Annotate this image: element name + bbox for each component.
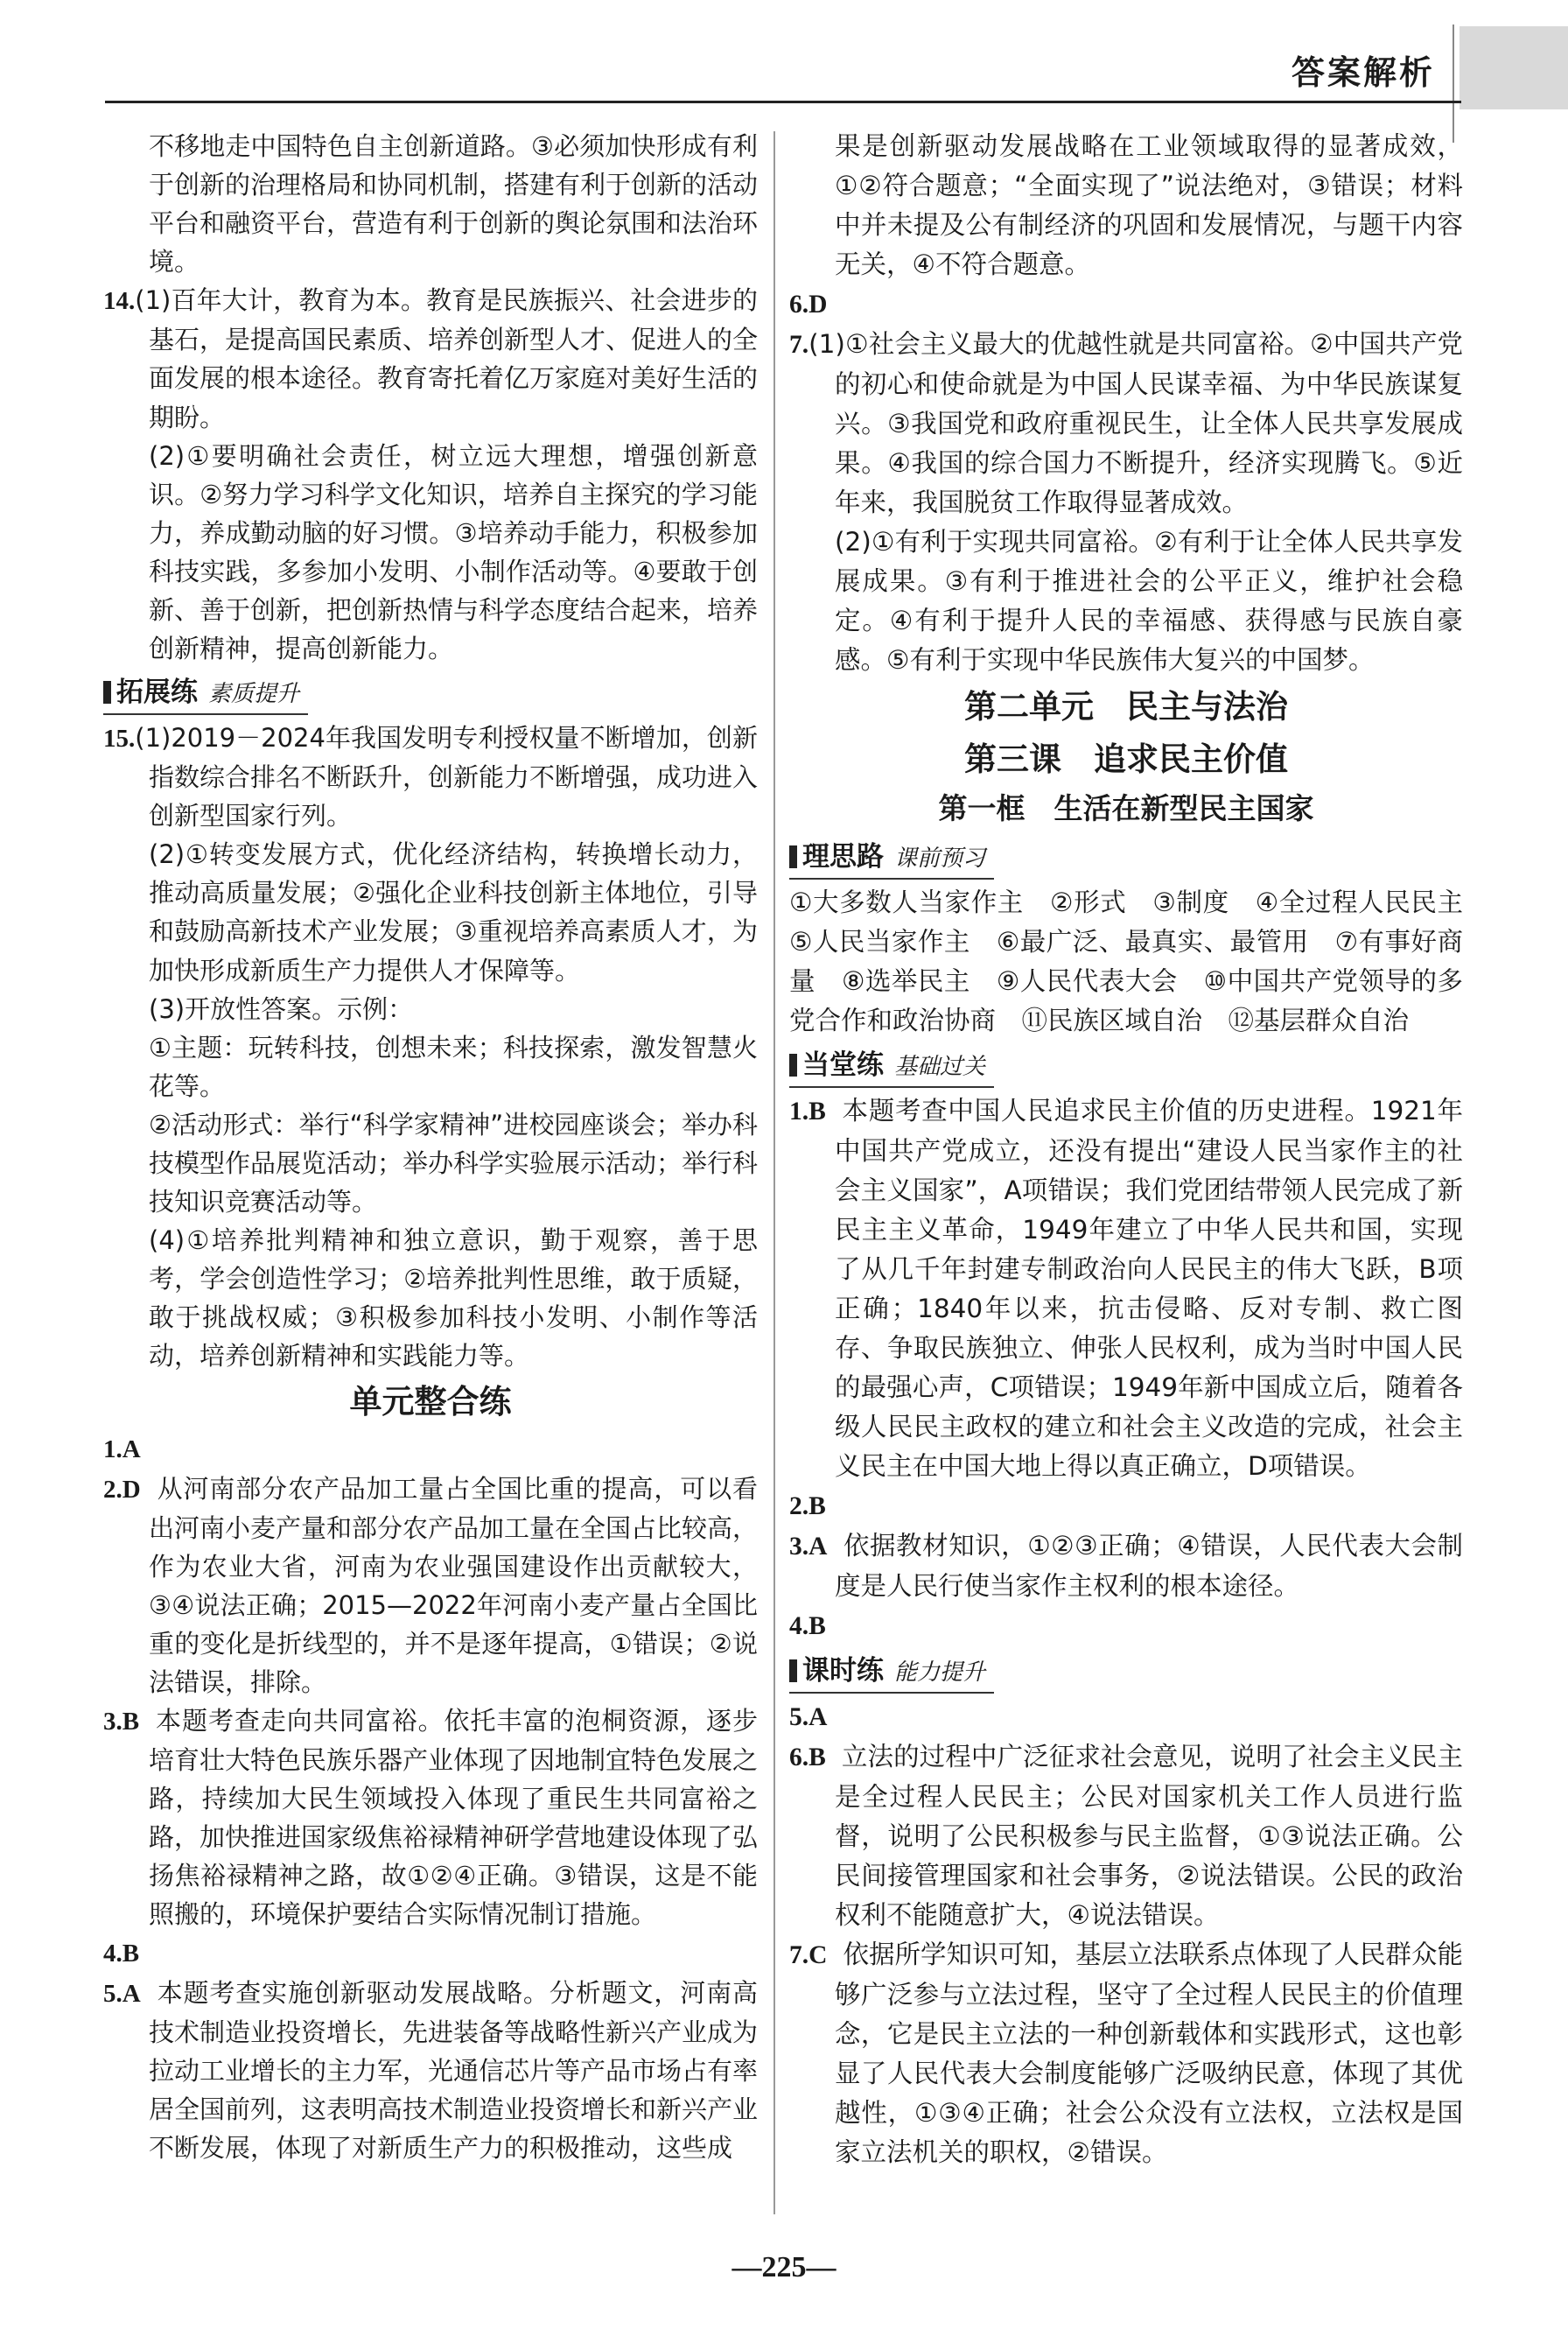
section-tag [789,839,994,880]
section-tag-label: 当堂练 [802,1049,884,1081]
answer-item [789,1606,1463,1646]
answer-choice: B [808,1492,826,1520]
answer-choice: A [808,1533,828,1561]
answer-item [103,1701,758,1933]
section-heading: 单元整合练 [349,1383,512,1421]
section-tag-sublabel: 能力提升 [894,1659,986,1686]
item-number: 2. [103,1475,122,1504]
item-text: (1)①社会主义最大的优越性就是共同富裕。②中国共产党的初心和使命就是为中国人民谋幸福、为中华民族谋复兴。③我国党和政府重视民生，让全体人民共享发展成果。④我国的综合国力不断提升，经济实现腾飞。⑤近年来，我国脱贫工作取得显著成效。 [808,329,1463,517]
tag-marker [103,681,111,704]
frame-heading: 第一框 生活在新型民主国家 [938,791,1314,825]
answer-choice: D [122,1475,141,1504]
right-column [789,127,1489,2172]
column-divider [774,131,775,2214]
answer-choice: B [122,1940,140,1968]
tag-marker [789,1054,797,1077]
item-text: 本题考查中国人民追求民主价值的历史进程。1921年中国共产党成立，还没有提出“建设人民当家作主的社会主义国家”，A项错误；我们党团结带领人民完成了新民主主义革命，1949年建立了中华人民共和国，实现了从几千年封建专制政治向人民民主的伟大飞跃，B项正确；1840年以来，抗击侵略、反对专制、救亡图存、争取民族独立、伸张人民权利，成为当时中国人民的最强心声，C项错误；1949年新中国成立后，随着各级人民民主政权的建立和社会主义改造的完成，社会主义民主在中国大地上得以真正确立，D项错误。 [835,1096,1463,1481]
item-number: 5. [103,1979,122,2008]
answer-choice: B [808,1612,826,1640]
answer-item [789,1091,1463,1486]
section-tag [789,1653,994,1694]
item-text: (1)百年大计，教育为本。教育是民族振兴、社会进步的基石，是提高国民素质、培养创新型人才、促进人的全面发展的根本途径。教育寄托着亿万家庭对美好生活的期盼。 [135,285,759,432]
item-number: 3. [103,1707,122,1736]
item-number: 4. [789,1612,809,1640]
unit-heading: 第二单元 民主与法治 [964,688,1288,726]
item-text: 依据教材知识，①②③正确；④错误，人民代表大会制度是人民行使当家作主权利的根本途径。 [835,1531,1463,1601]
answer-item [789,1737,1463,1935]
tag-marker [789,1659,797,1682]
item-number: 7. [789,331,809,359]
paragraph: (2)①转变发展方式，优化经济结构，转换增长动力，推动高质量发展；②强化企业科技创新主体地位，引导和鼓励高新技术产业发展；③重视培养高素质人才，为加快形成新质生产力提供人才保障等。 [149,839,758,986]
header-vertical-rule [1452,25,1454,143]
section-tag-sublabel: 素质提升 [208,681,300,708]
section-tag-sublabel: 基础过关 [894,1054,986,1080]
paragraph: ①主题：玩转科技，创想未来；科技探索，激发智慧火花等。 [149,1032,758,1101]
left-column [103,127,758,2167]
answer-item [103,1429,758,1469]
section-tag-label: 课时练 [802,1655,884,1687]
answer-choice: D [808,291,828,319]
header-gray-block [1460,26,1568,109]
item-number: 5. [789,1703,809,1731]
paragraph: (2)①有利于实现共同富裕。②有利于让全体人民共享发展成果。③有利于推进社会的公平正义，维护社会稳定。④有利于提升人民的幸福感、获得感与民族自豪感。⑤有利于实现中华民族伟大复兴的中国梦。 [835,527,1463,675]
item-number: 15. [103,725,136,754]
answer-item [103,719,758,835]
paragraph: 果是创新驱动发展战略在工业领域取得的显著成效，①②符合题意；“全面实现了”说法绝对，③错误；材料中并未提及公有制经济的巩固和发展情况，与题干内容无关，④不符合题意。 [835,131,1463,279]
answer-choice: B [808,1098,826,1126]
item-number: 1. [103,1435,122,1464]
answer-item [789,284,1463,325]
item-number: 2. [789,1492,809,1520]
answer-item [789,1697,1463,1737]
answer-item [789,325,1463,523]
item-number: 3. [789,1533,809,1561]
item-text: 本题考查走向共同富裕。依托丰富的泡桐资源，逐步培育壮大特色民族乐器产业体现了因地制宜特色发展之路，持续加大民生领域投入体现了重民生共同富裕之路，加快推进国家级焦裕禄精神研学营地建设体现了弘扬焦裕禄精神之路，故①②④正确。③错误，这是不能照搬的，环境保护要结合实际情况制订措施。 [149,1705,759,1930]
item-number: 6. [789,291,809,319]
answer-item [103,1974,758,2167]
section-tag-sublabel: 课前预习 [894,845,986,872]
answer-choice: B [122,1707,140,1736]
section-tag [103,675,308,715]
paragraph: ①大多数人当家作主 ②形式 ③制度 ④全过程人民民主 ⑤人民当家作主 ⑥最广泛、最真实、最管用 ⑦有事好商量 ⑧选举民主 ⑨人民代表大会 ⑩中国共产党领导的多党合作和政治协商 ⑪民族区域自治 ⑫基层群众自治 [789,887,1489,1035]
answer-choice: B [808,1743,826,1771]
section-tag-label: 拓展练 [116,677,198,709]
item-number: 7. [789,1941,809,1969]
answer-item [103,1470,758,1701]
paragraph: (2)①要明确社会责任，树立远大理想，增强创新意识。②努力学习科学文化知识，培养自主探究的学习能力，养成勤动脑的好习惯。③培养动手能力，积极参加科技实践，多参加小发明、小制作活动等。④要敢于创新、善于创新，把创新热情与科学态度结合起来，培养创新精神，提高创新能力。 [149,440,759,664]
item-number: 6. [789,1743,809,1771]
answer-choice: A [122,1979,141,2008]
answer-item [789,1486,1463,1526]
answer-item [103,1933,758,1973]
paragraph: (3)开放性答案。示例： [149,993,414,1024]
section-tag-label: 理思路 [802,841,884,873]
paragraph: (4)①培养批判精神和独立意识，勤于观察，善于思考，学会创造性学习；②培养批判性思维，敢于质疑，敢于挑战权威；③积极参加科技小发明、小制作等活动，培养创新精神和实践能力等。 [149,1225,758,1371]
answer-choice: A [808,1703,828,1731]
item-text: 从河南部分农产品加工量占全国比重的提高，可以看出河南小麦产量和部分农产品加工量在全国占比较高，作为农业大省，河南为农业强国建设作出贡献较大，③④说法正确；2015—2022年河南小麦产量占全国比重的变化是折线型的，并不是逐年提高，①错误；②说法错误，排除。 [149,1473,759,1697]
answer-choice: C [808,1941,828,1969]
item-number: 4. [103,1940,122,1968]
answer-item [789,1935,1463,2172]
paragraph: ②活动形式：举行“科学家精神”进校园座谈会；举办科技模型作品展览活动；举办科学实验展示活动；举行科技知识竞赛活动等。 [149,1109,759,1217]
tag-marker [789,845,797,868]
item-number: 1. [789,1098,809,1126]
answer-item [789,1526,1463,1606]
answer-choice: A [122,1435,141,1464]
item-text: 本题考查实施创新驱动发展战略。分析题文，河南高技术制造业投资增长，先进装备等战略性新兴产业成为拉动工业增长的主力军，光通信芯片等产品市场占有率居全国前列，这表明高技术制造业投资增长和新兴产业不断发展，体现了对新质生产力的积极推动，这些成 [149,1977,759,2163]
running-header-title: 答案解析 [1291,53,1435,92]
page-number: —225— [732,2251,836,2283]
paragraph: 不移地走中国特色自主创新道路。③必须加快形成有利于创新的治理格局和协同机制，搭建有利于创新的活动平台和融资平台，营造有利于创新的舆论氛围和法治环境。 [149,131,759,277]
answer-item [103,281,758,436]
item-text: 依据所学知识可知，基层立法联系点体现了人民群众能够广泛参与立法过程，坚守了全过程人民民主的价值理念，它是民主立法的一种创新载体和实践形式，这也彰显了人民代表大会制度能够广泛吸纳民意，体现了其优越性，①③④正确；社会公众没有立法权，立法权是国家立法机关的职权，②错误。 [835,1940,1463,2167]
header-rule [105,101,1461,103]
item-number: 14. [103,287,136,316]
item-text: 立法的过程中广泛征求社会意见，说明了社会主义民主是全过程人民民主；公民对国家机关工作人员进行监督，说明了公民积极参与民主监督，①③说法正确。公民间接管理国家和社会事务，②说法错误。公民的政治权利不能随意扩大，④说法错误。 [835,1742,1463,1930]
section-tag [789,1048,994,1088]
lesson-heading: 第三课 追求民主价值 [964,740,1288,778]
item-text: (1)2019－2024年我国发明专利授权量不断增加，创新指数综合排名不断跃升，创新能力不断增强，成功进入创新型国家行列。 [135,723,759,831]
